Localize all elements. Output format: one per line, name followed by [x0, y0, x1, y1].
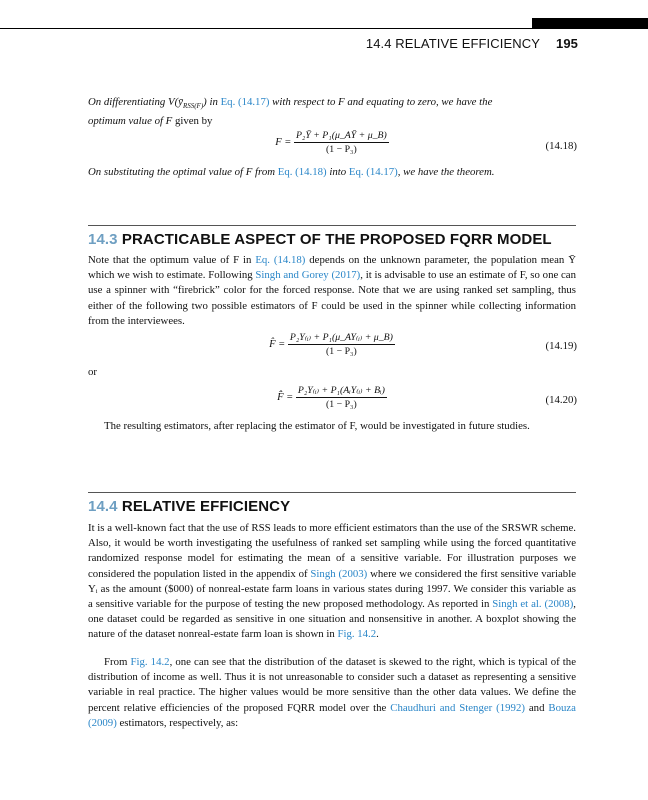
eq-number-14-19: (14.19): [545, 340, 577, 352]
body-text: Note that the optimum value of F in: [88, 254, 256, 266]
body-text: , one dataset could be regarded as sensitive in one situation and nonsensitive in another. A boxplot showing the nature of the dataset nonreal-estate farm loan is shown in: [88, 598, 576, 641]
body-text: where we considered the first sensitive variable Yᵢ as the amount ($000) of nonreal-estate farm loans in various states during 1997. We consider this variable as a sensitive variable for the purpose of testing the new proposed methodology. As reported in: [88, 567, 576, 611]
eq-lhs: F̂ =: [269, 338, 286, 350]
eq-link-14-17[interactable]: Eq. (14.17): [220, 96, 270, 108]
section-heading-14-3: [88, 231, 552, 248]
citation-link[interactable]: Chaudhuri and Stenger (1992): [390, 701, 525, 714]
running-header: [366, 36, 578, 51]
body-text: .: [376, 628, 379, 641]
figure-link[interactable]: Fig. 14.2: [130, 656, 170, 668]
section-rule: [88, 225, 576, 226]
section-title: RELATIVE EFFICIENCY: [121, 498, 291, 515]
eq-denominator: (1 − P₃): [326, 144, 357, 155]
proof-text: On differentiating V(ȳ: [88, 96, 183, 108]
eq-denominator: (1 − P₃): [326, 399, 357, 410]
proof-text: optimum value of F: [88, 115, 173, 128]
paragraph-14-3-2: The resulting estimators, after replacing the estimator of F, would be investigated in future studies.: [104, 420, 530, 432]
proof-text: with respect to F and equating to zero, we have the: [269, 96, 493, 108]
eq-fraction: [296, 385, 387, 410]
eq-lhs: F =: [275, 136, 292, 148]
equation-14-18: [88, 130, 576, 164]
body-text: depends on the unknown parameter, the population mean Ȳ which we wish to estimate. Following: [88, 254, 576, 282]
page-number: 195: [556, 36, 578, 51]
eq-number-14-20: (14.20): [545, 394, 577, 406]
eq-link-14-18[interactable]: Eq. (14.18): [277, 166, 327, 178]
section-heading-14-4: [88, 498, 290, 515]
or-text: or: [88, 366, 97, 378]
citation-link[interactable]: Bouza (2009): [88, 701, 576, 729]
paragraph-14-4-2: [88, 655, 576, 731]
body-text: and: [524, 701, 549, 714]
eq-numerator: P₂Y₍ᵢ₎ + P₁(μ_AY₍ᵢ₎ + μ_B): [289, 332, 393, 343]
eq-link-14-17[interactable]: Eq. (14.17): [348, 166, 398, 178]
body-text: , it is advisable to use an estimate of F, so one can use a spinner with “firebrick” color for the forced response. Note that we are using ranked set sampling, thus either of the following two possible estimators of F could be used in the spinner while collecting information from the interviewees.: [88, 269, 576, 327]
eq-numerator: P₂Ȳ + P₁(μ_AȲ + μ_B): [295, 130, 387, 141]
running-title: 14.4 RELATIVE EFFICIENCY: [365, 36, 540, 51]
eq-denominator: (1 − P₃): [326, 346, 357, 357]
equation-14-20: [88, 385, 576, 419]
proof-text: ) in: [203, 96, 221, 108]
body-text: , one can see that the distribution of the dataset is skewed to the right, which is typical of the distribution of income as well. Thus it is not unreasonable to consider such a dataset as representing a sensitive variable in real practice. The higher values would be more sensitive than the other data values. We define the percent relative efficiencies of the proposed FQRR model over the: [88, 656, 576, 714]
citation-link[interactable]: Singh et al. (2008): [492, 598, 574, 611]
proof-text: On substituting the optimal value of F from: [88, 166, 278, 178]
header-rule: [0, 28, 648, 29]
proof-paragraph: [88, 95, 576, 130]
section-number: 14.3: [88, 231, 118, 248]
body-text: estimators, respectively, as:: [116, 716, 239, 729]
header-bar: [532, 18, 648, 28]
section-title: PRACTICABLE ASPECT OF THE PROPOSED FQRR MODEL: [121, 231, 552, 248]
eq-numerator: P₂Y₍ᵢ₎ + P₁(AᵢY₍ᵢ₎ + Bᵢ): [297, 385, 385, 396]
eq-link-14-18[interactable]: Eq. (14.18): [255, 254, 306, 266]
equation-14-19: [88, 332, 576, 366]
section-rule: [88, 492, 576, 493]
eq-fraction: [294, 130, 389, 155]
eq-lhs: F̂̂ =: [277, 391, 294, 403]
paragraph-14-4-1: [88, 521, 576, 643]
eq-fraction: [288, 332, 395, 357]
body-text: It is a well-known fact that the use of RSS leads to more efficient estimators than the use of the SRSWR scheme. Also, it would be worth investigating the usefulness of ranked set sampling while using the forced quantitative randomized response model for estimating the mean of a sensitive variable. For illustration purposes we considered the population listed in the appendix of: [88, 522, 576, 580]
figure-link[interactable]: Fig. 14.2: [337, 628, 377, 641]
proof-subscript: RSS(F): [182, 102, 204, 111]
body-text: From: [104, 656, 131, 668]
proof-text: given by: [172, 115, 213, 128]
section-number: 14.4: [88, 498, 118, 515]
proof-text: into: [326, 166, 349, 178]
paragraph-14-3-1: [88, 253, 576, 329]
proof-text: , we have the theorem.: [397, 166, 495, 178]
citation-link[interactable]: Singh (2003): [310, 567, 368, 580]
proof-conclusion: [88, 165, 576, 180]
citation-link[interactable]: Singh and Gorey (2017): [255, 269, 361, 282]
eq-number-14-18: (14.18): [545, 140, 577, 152]
